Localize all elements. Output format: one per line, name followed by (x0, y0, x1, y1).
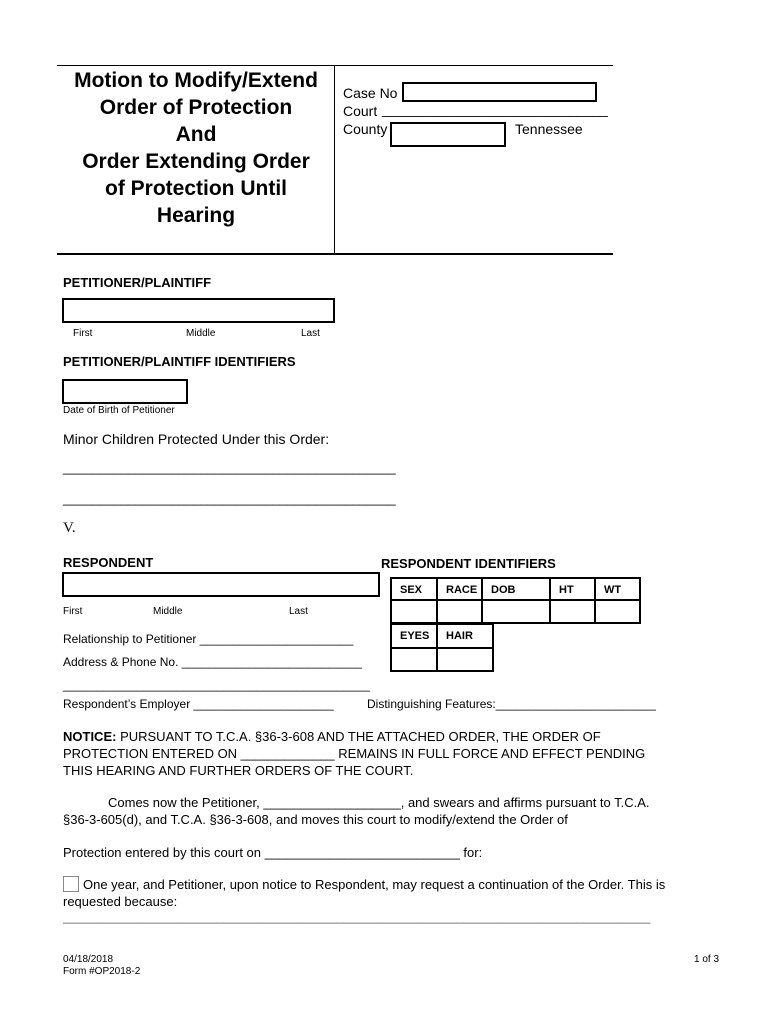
header-bottom-rule (57, 253, 613, 255)
respondent-middle-label: Middle (153, 606, 183, 617)
comes-now-line-2: §36-3-605(d), and T.C.A. §36-3-608, and moves this court to modify/extend the Order of (63, 812, 568, 827)
state-label: Tennessee (515, 121, 583, 137)
id-input-dob[interactable] (481, 599, 551, 624)
petitioner-name-input[interactable] (62, 298, 335, 323)
county-input[interactable] (390, 122, 506, 147)
relationship-line[interactable]: Relationship to Petitioner _______________________ (63, 632, 354, 646)
notice-line-3: THIS HEARING AND FURTHER ORDERS OF THE COURT. (63, 763, 414, 778)
id-input-wt[interactable] (594, 599, 641, 624)
one-year-checkbox[interactable] (63, 876, 79, 892)
court-label: Court (343, 103, 378, 119)
title-line-6: Hearing (156, 204, 236, 227)
minor-children-line-2[interactable]: ______________________________________________ (63, 491, 396, 506)
page-title (58, 67, 334, 229)
id-input-eyes[interactable] (390, 647, 438, 672)
respondent-identifiers-heading: RESPONDENT IDENTIFIERS (381, 556, 556, 571)
id-input-hair[interactable] (436, 647, 494, 672)
county-label: County (343, 121, 388, 137)
id-header-race: RACE (436, 577, 483, 601)
versus-label: V. (63, 520, 76, 536)
respondent-heading: RESPONDENT (63, 555, 154, 570)
title-line-4: Order Extending Order (82, 150, 310, 173)
footer-form-number: Form #OP2018-2 (63, 966, 141, 977)
respondent-last-label: Last (289, 606, 308, 617)
minor-children-line-1[interactable]: ______________________________________________ (63, 460, 396, 475)
id-header-wt: WT (594, 577, 641, 601)
one-year-option-line-2: requested because: (63, 894, 178, 909)
footer-page-number: 1 of 3 (694, 954, 720, 965)
employer-line[interactable]: Respondent’s Employer _____________________ (63, 697, 334, 711)
id-input-sex[interactable] (390, 599, 438, 624)
comes-now-line-1: Comes now the Petitioner, ___________________, and swears and affirms pursuant to T.C.A. (108, 795, 650, 810)
header-divider (334, 65, 335, 255)
footer-date: 04/18/2018 (63, 954, 114, 965)
title-line-1: Motion to Modify/Extend (74, 69, 318, 92)
protection-entered-line: Protection entered by this court on ___________________________ for: (63, 845, 483, 860)
notice-text-1: PURSUANT TO T.C.A. §36-3-608 AND THE ATTACHED ORDER, THE ORDER OF (116, 729, 601, 744)
id-header-ht: HT (549, 577, 596, 601)
petitioner-heading: PETITIONER/PLAINTIFF (63, 275, 212, 290)
notice-line-1 (63, 729, 601, 744)
title-line-3: And (175, 123, 217, 146)
id-header-sex: SEX (390, 577, 438, 601)
id-header-hair: HAIR (436, 623, 494, 649)
petitioner-last-label: Last (301, 328, 320, 339)
petitioner-identifiers-heading: PETITIONER/PLAINTIFF IDENTIFIERS (63, 354, 296, 369)
petitioner-middle-label: Middle (186, 328, 216, 339)
id-input-race[interactable] (436, 599, 483, 624)
petitioner-dob-input[interactable] (62, 379, 188, 404)
header-top-rule (57, 65, 613, 66)
distinguishing-features-line[interactable]: Distinguishing Features:________________________ (367, 697, 656, 711)
petitioner-dob-label: Date of Birth of Petitioner (63, 405, 175, 416)
title-line-2: Order of Protection (99, 96, 293, 119)
case-no-label: Case No (343, 85, 398, 101)
respondent-first-label: First (63, 606, 83, 617)
petitioner-first-label: First (73, 328, 93, 339)
id-header-dob: DOB (481, 577, 551, 601)
respondent-name-input[interactable] (62, 572, 380, 597)
address-line[interactable]: Address & Phone No. ___________________________ (63, 655, 362, 669)
title-line-5: of Protection Until (105, 177, 287, 200)
one-year-option-line-1: One year, and Petitioner, upon notice to Respondent, may request a continuation of the Order. This is (83, 877, 666, 892)
id-header-eyes: EYES (390, 623, 438, 649)
notice-label: NOTICE: (63, 729, 117, 744)
address-line-2[interactable]: ______________________________________________ (63, 678, 370, 692)
id-input-ht[interactable] (549, 599, 596, 624)
minor-children-label: Minor Children Protected Under this Order: (63, 431, 330, 447)
case-no-input[interactable] (402, 82, 597, 102)
reason-line[interactable]: ________________________________________________________________________________________ (63, 910, 651, 924)
notice-line-2: PROTECTION ENTERED ON _____________ REMAINS IN FULL FORCE AND EFFECT PENDING (63, 746, 646, 761)
court-line[interactable]: _____________________________ (382, 101, 608, 117)
